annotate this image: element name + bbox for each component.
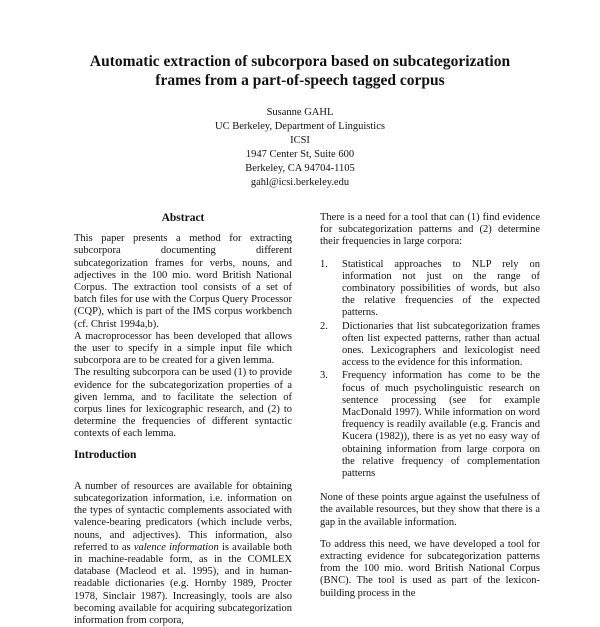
list-item-number: 3. — [320, 370, 328, 382]
author-block — [150, 106, 450, 190]
list-item-text: Dictionaries that list subcategorization frames often list expected patterns, rather than actual ones. Lexicographers and lexicologist need access to the evidence for this information. — [342, 320, 540, 369]
reasons-list — [320, 259, 540, 481]
author-institute: ICSI — [290, 135, 310, 146]
left-column — [74, 212, 292, 627]
list-item — [320, 259, 540, 320]
list-item — [320, 321, 540, 370]
introduction-heading: Introduction — [74, 448, 137, 461]
list-item-number: 1. — [320, 258, 328, 270]
none-paragraph: None of these points argue against the usefulness of the available resources, but they show that there is a gap in the available information. — [320, 492, 540, 528]
list-item-number: 2. — [320, 320, 328, 332]
abstract-paragraph-3: The resulting subcorpora can be used (1) to provide evidence for the subcategorization properties of a given lemma, and to facilitate the selection of corpus lines for lexicographic research, and (2) to determine the frequencies of different syntactic contexts of each lemma. — [74, 367, 292, 440]
abstract-paragraph-1: This paper presents a method for extracting subcorpora documenting different subcategorization frames for verbs, nouns, and adjectives in the 100 mio. word British National Corpus. The extraction tool consists of a set of batch files for use with the Corpus Query Processor (CQP), which is part of the IMS corpus workbench (cf. Christ 1994a,b). — [74, 233, 292, 330]
intro-emphasis: valence information — [133, 541, 219, 553]
author-street: 1947 Center St, Suite 600 — [245, 149, 355, 160]
list-item-text: Frequency information has come to be the focus of much psycholinguistic research on sentence processing (see for example MacDonald 1997). While information on word frequency is readily available (e.g. Francis and Kucera (1982)), there is as yet no easy way of obtaining information from large corpora on the relative frequency of complementation patterns — [342, 370, 540, 480]
author-city: Berkeley, CA 94704-1105 — [245, 163, 355, 174]
introduction-paragraph-1 — [74, 481, 292, 627]
abstract-paragraph-2: A macroprocessor has been developed that allows the user to specify in a simple input file which subcorpora are to be created for a given lemma. — [74, 330, 292, 367]
intro-text-after: is available both in machine-readable form, as in the COMLEX database (Macleod et al. 1995), and in human-readable dictionaries (e.g. Hornby 1989, Procter 1978, Sinclair 1987). Increasingly, tools are also becoming available for acquiring subcategorization information from corpora, — [74, 541, 292, 627]
author-email: gahl@icsi.berkeley.edu — [250, 177, 350, 188]
author-name: Susanne GAHL — [266, 107, 334, 118]
author-affiliation: UC Berkeley, Department of Linguistics — [215, 121, 385, 132]
address-paragraph: To address this need, we have developed a tool for extracting evidence for subcategorization patterns from the 100 mio. word British National Corpus (BNC). The tool is used as part of the lexicon-building process in the — [320, 538, 540, 599]
paper-title — [60, 52, 540, 90]
list-item-text: Statistical approaches to NLP rely on information not just on the range of combinatory possibilities of words, but also the relative frequencies of the expected patterns. — [342, 258, 540, 319]
need-paragraph: There is a need for a tool that can (1) find evidence for subcategorization patterns and (2) determine their frequencies in large corpora: — [320, 212, 540, 248]
intro-text-before: A number of resources are available for obtaining subcategorization information, i.e. information on the types of syntactic complements associated with valence-bearing predicators (which include verbs, nouns, and adjectives). This information, also referred to as — [74, 480, 292, 553]
right-column — [320, 212, 540, 600]
title-line-2: frames from a part-of-speech tagged corpus — [155, 72, 445, 89]
title-line-1: Automatic extraction of subcorpora based on subcategorization — [89, 53, 511, 70]
list-item — [320, 370, 540, 480]
abstract-heading: Abstract — [161, 212, 205, 224]
